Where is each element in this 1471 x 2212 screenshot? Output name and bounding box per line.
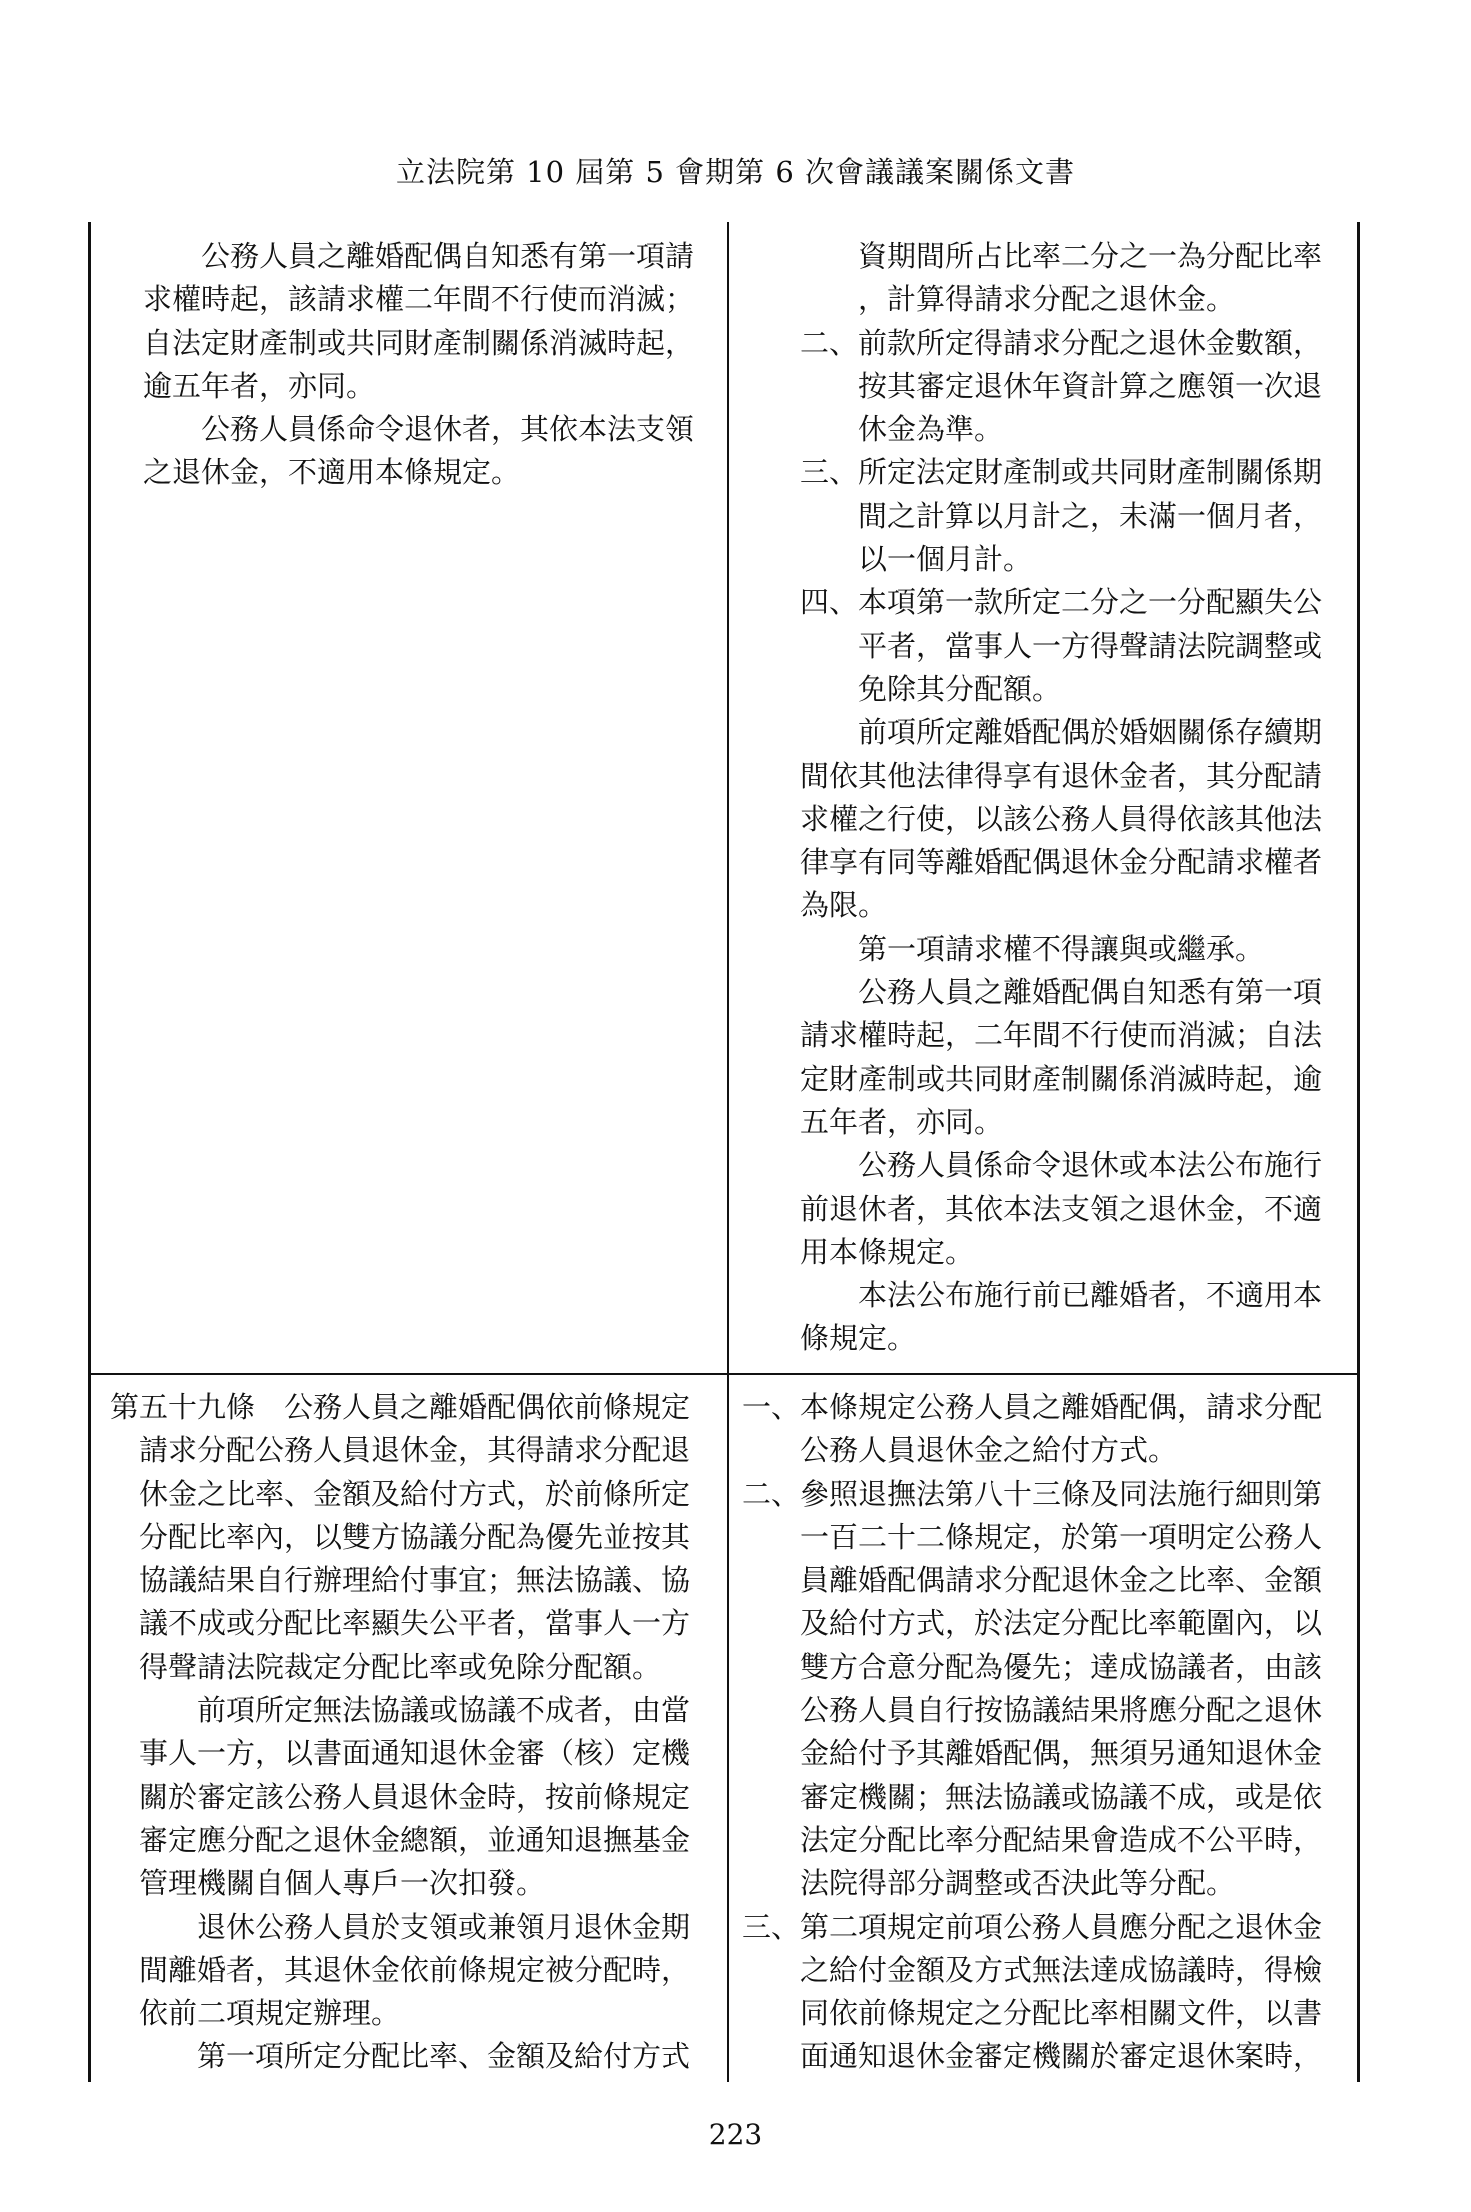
text-line: 律享有同等離婚配偶退休金分配請求權者 [800,845,1323,880]
text-line: 免除其分配額。 [858,671,1062,706]
text-line: 條規定。 [800,1321,917,1356]
text-line: 退休公務人員於支領或兼領月退休金期 [197,1909,691,1944]
text-line: 以一個月計。 [858,542,1033,577]
bottom-right-cell [742,1386,1352,2079]
text-line: 員離婚配偶請求分配退休金之比率、金額 [800,1563,1323,1598]
page-header: 立法院第 10 屆第 5 會期第 6 次會議議案關係文書 [395,155,1076,189]
text-line: 公務人員係命令退休者，其依本法支領 [201,412,695,447]
text-line: 協議結果自行辦理給付事宜；無法協議、協 [139,1563,691,1598]
text-line: 平者，當事人一方得聲請法院調整或 [858,628,1323,663]
text-line: 之給付金額及方式無法達成協議時，得檢 [800,1952,1323,1987]
text-line: ，計算得請求分配之退休金。 [858,282,1236,317]
text-line: 三、所定法定財產制或共同財產制關係期 [800,455,1323,490]
bottom-left-cell [110,1386,715,2079]
text-line: 公務人員係命令退休或本法公布施行 [858,1148,1323,1183]
text-line: 關於審定該公務人員退休金時，按前條規定 [139,1779,691,1814]
text-line: 審定應分配之退休金總額，並通知退撫基金 [139,1822,691,1857]
top-left-cell [143,235,713,495]
text-line: 間依其他法律得享有退休金者，其分配請 [800,758,1323,793]
text-line: 一、本條規定公務人員之離婚配偶，請求分配 [742,1390,1323,1424]
text-line: 自法定財產制或共同財產制關係消滅時起， [143,325,695,360]
table-right-border [1357,222,1360,2082]
text-line: 管理機關自個人專戶一次扣發。 [139,1866,546,1901]
text-line: 休金之比率、金額及給付方式，於前條所定 [139,1476,691,1511]
text-line: 逾五年者，亦同。 [143,368,376,403]
text-line: 及給付方式，於法定分配比率範圍內，以 [800,1606,1323,1641]
row-divider [88,1373,1360,1375]
text-line: 間離婚者，其退休金依前條規定被分配時， [139,1952,691,1987]
text-line: 之退休金，不適用本條規定。 [143,455,521,490]
text-line: 間之計算以月計之，未滿一個月者， [858,498,1323,533]
text-line: 求權時起，該請求權二年間不行使而消滅； [143,282,695,317]
text-line: 議不成或分配比率顯失公平者，當事人一方 [139,1606,691,1641]
text-line: 用本條規定。 [800,1234,975,1269]
text-line: 審定機關；無法協議或協議不成，或是依 [800,1779,1323,1814]
table-center-divider [727,222,729,2082]
table-left-border [88,222,91,2082]
text-line: 第一項所定分配比率、金額及給付方式 [197,2039,691,2074]
text-line: 五年者，亦同。 [800,1104,1004,1139]
text-line: 得聲請法院裁定分配比率或免除分配額。 [139,1649,662,1684]
text-line: 公務人員之離婚配偶自知悉有第一項請 [201,239,695,273]
text-line: 一百二十二條規定，於第一項明定公務人 [800,1519,1323,1554]
text-line: 本法公布施行前已離婚者，不適用本 [858,1278,1323,1313]
text-line: 雙方合意分配為優先；達成協議者，由該 [800,1649,1323,1684]
text-line: 同依前條規定之分配比率相關文件，以書 [800,1996,1323,2031]
text-line: 二、前款所定得請求分配之退休金數額， [800,325,1323,360]
text-line: 請求權時起，二年間不行使而消滅；自法 [800,1018,1323,1053]
text-line: 資期間所占比率二分之一為分配比率 [858,239,1323,273]
text-line: 法院得部分調整或否決此等分配。 [800,1866,1236,1901]
text-line: 公務人員退休金之給付方式。 [800,1433,1178,1468]
text-line: 三、第二項規定前項公務人員應分配之退休金 [742,1909,1323,1944]
text-line: 分配比率內，以雙方協議分配為優先並按其 [139,1519,691,1554]
text-line: 法定分配比率分配結果會造成不公平時， [800,1822,1323,1857]
text-line: 面通知退休金審定機關於審定退休案時， [800,2039,1323,2074]
text-line: 前項所定離婚配偶於婚姻關係存續期 [858,715,1323,750]
text-line: 前退休者，其依本法支領之退休金，不適 [800,1191,1323,1226]
text-line: 定財產制或共同財產制關係消滅時起，逾 [800,1061,1323,1096]
text-line: 前項所定無法協議或協議不成者，由當 [197,1693,691,1728]
text-line: 二、參照退撫法第八十三條及同法施行細則第 [742,1476,1323,1511]
text-line: 休金為準。 [858,412,1004,447]
text-line: 公務人員自行按協議結果將應分配之退休 [800,1693,1323,1728]
text-line: 公務人員之離婚配偶自知悉有第一項 [858,975,1323,1010]
text-line: 按其審定退休年資計算之應領一次退 [858,368,1323,403]
text-line: 請求分配公務人員退休金，其得請求分配退 [139,1433,691,1468]
text-line: 四、本項第一款所定二分之一分配顯失公 [800,585,1323,620]
text-line: 求權之行使，以該公務人員得依該其他法 [800,801,1323,836]
text-line: 金給付予其離婚配偶，無須另通知退休金 [800,1736,1323,1771]
text-line: 為限。 [800,888,888,923]
page-number: 223 [708,2118,763,2151]
text-line: 第一項請求權不得讓與或繼承。 [858,931,1265,966]
article-heading: 第五十九條 公務人員之離婚配偶依前條規定 [110,1390,691,1424]
text-line: 依前二項規定辦理。 [139,1996,401,2031]
top-right-cell [800,235,1350,1361]
text-line: 事人一方，以書面通知退休金審（核）定機 [139,1736,691,1771]
